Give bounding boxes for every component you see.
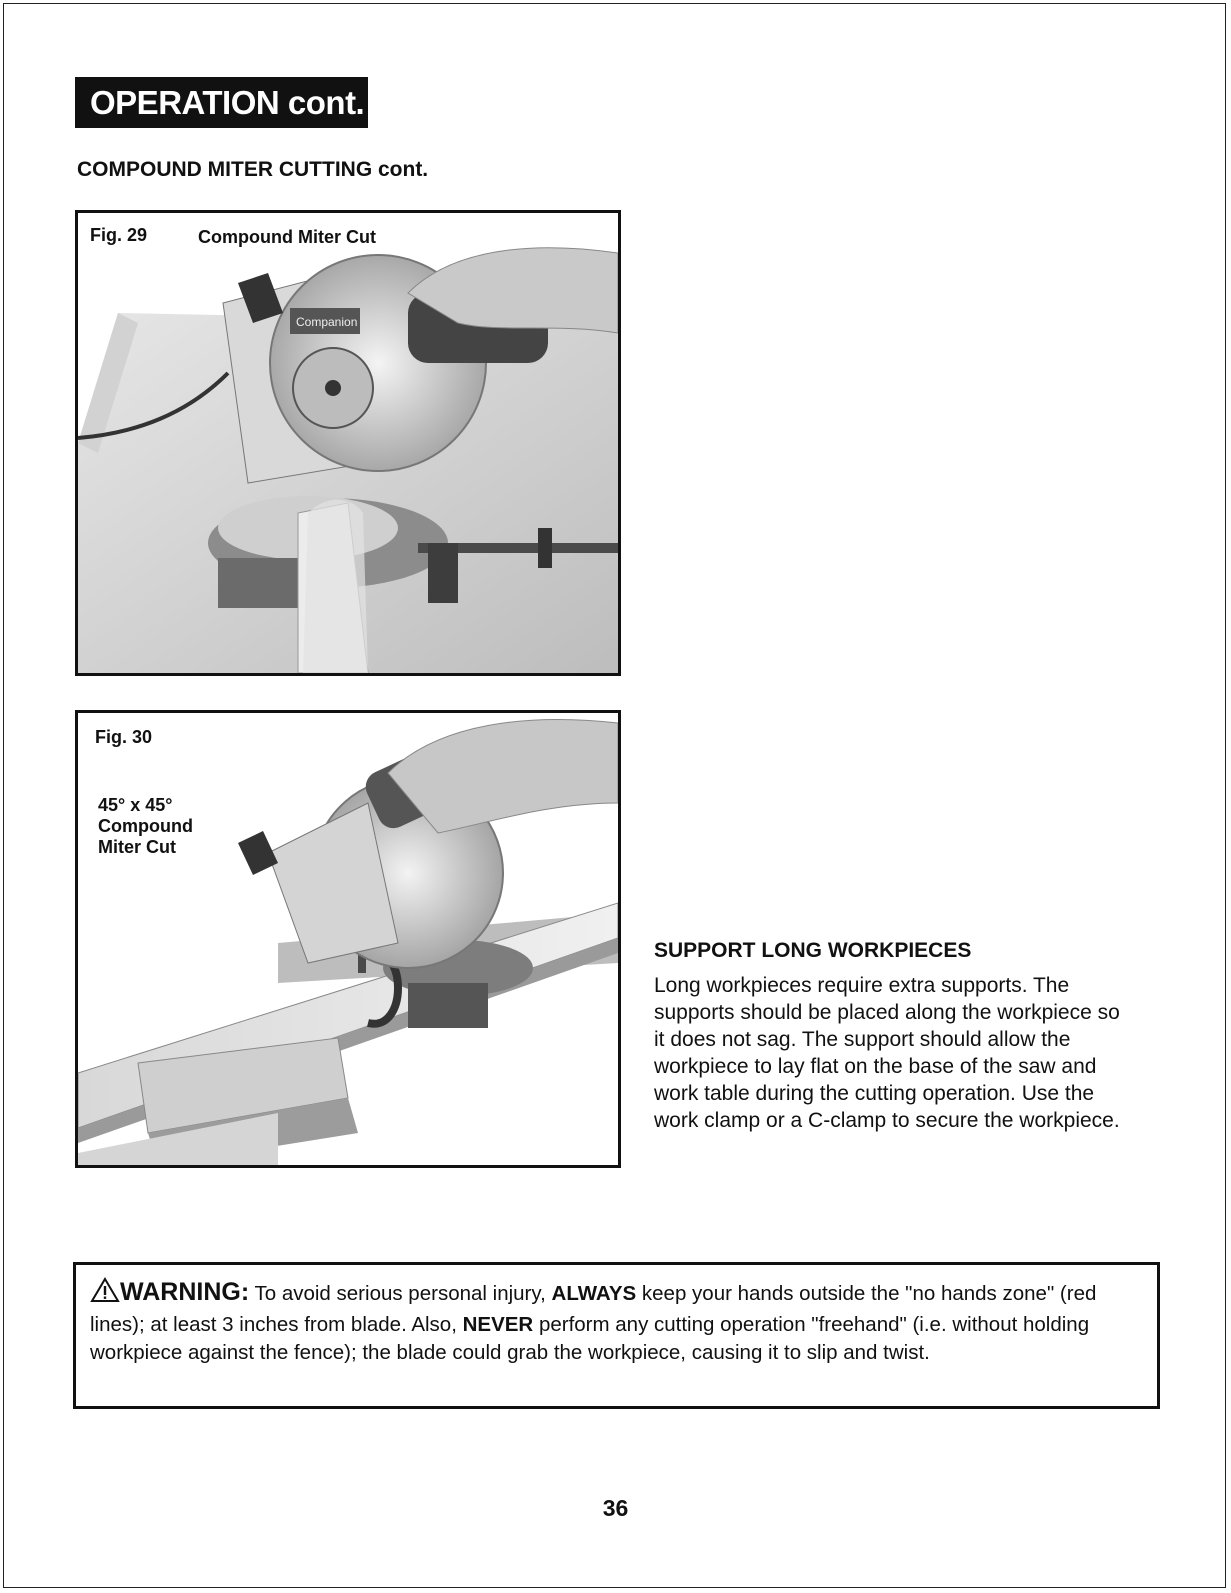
figure-30-photo <box>78 713 618 1165</box>
section-subheading: COMPOUND MITER CUTTING cont. <box>77 158 429 181</box>
support-heading: SUPPORT LONG WORKPIECES <box>654 939 972 962</box>
warning-label: WARNING: <box>120 1278 250 1306</box>
figure-30-caption-line: 45° x 45° <box>98 795 173 815</box>
figure-29-photo <box>78 213 618 673</box>
figure-30-caption-line: Miter Cut <box>98 837 176 857</box>
page-number: 36 <box>602 1495 629 1521</box>
warning-text: keep your hands outside the "no hands zone" (red lines); at least 3 inches from blade. Also, <box>90 1282 1097 1336</box>
warning-box <box>73 1262 1160 1409</box>
figure-29-number: Fig. 29 <box>90 225 148 245</box>
section-banner: OPERATION cont. <box>75 77 368 128</box>
figure-30-caption-line: Compound <box>98 816 193 836</box>
figure-30-number: Fig. 30 <box>95 727 153 747</box>
figure-30-caption <box>98 795 193 858</box>
warning-text: To avoid serious personal injury, <box>249 1282 552 1305</box>
figure-30 <box>75 710 621 1168</box>
figure-29 <box>75 210 621 676</box>
warning-emphasis-always: ALWAYS <box>551 1282 637 1305</box>
support-body: Long workpieces require extra supports. The supports should be placed along the workpiece so it does not sag. The support should allow the workpiece to lay flat on the base of the saw and work table during the cutting operation. Use the work clamp or a C-clamp to secure the workpiece. <box>654 974 1120 1132</box>
warning-emphasis-never: NEVER <box>462 1313 534 1336</box>
warning-text: perform any cutting operation "freehand" (i.e. without holding workpiece against the fence); the blade could grab the workpiece, causing it to slip and twist. <box>90 1313 1090 1364</box>
warning-triangle-icon <box>90 1277 120 1311</box>
figure-29-title: Compound Miter Cut <box>198 227 376 247</box>
brand-label: Companion <box>296 315 358 329</box>
